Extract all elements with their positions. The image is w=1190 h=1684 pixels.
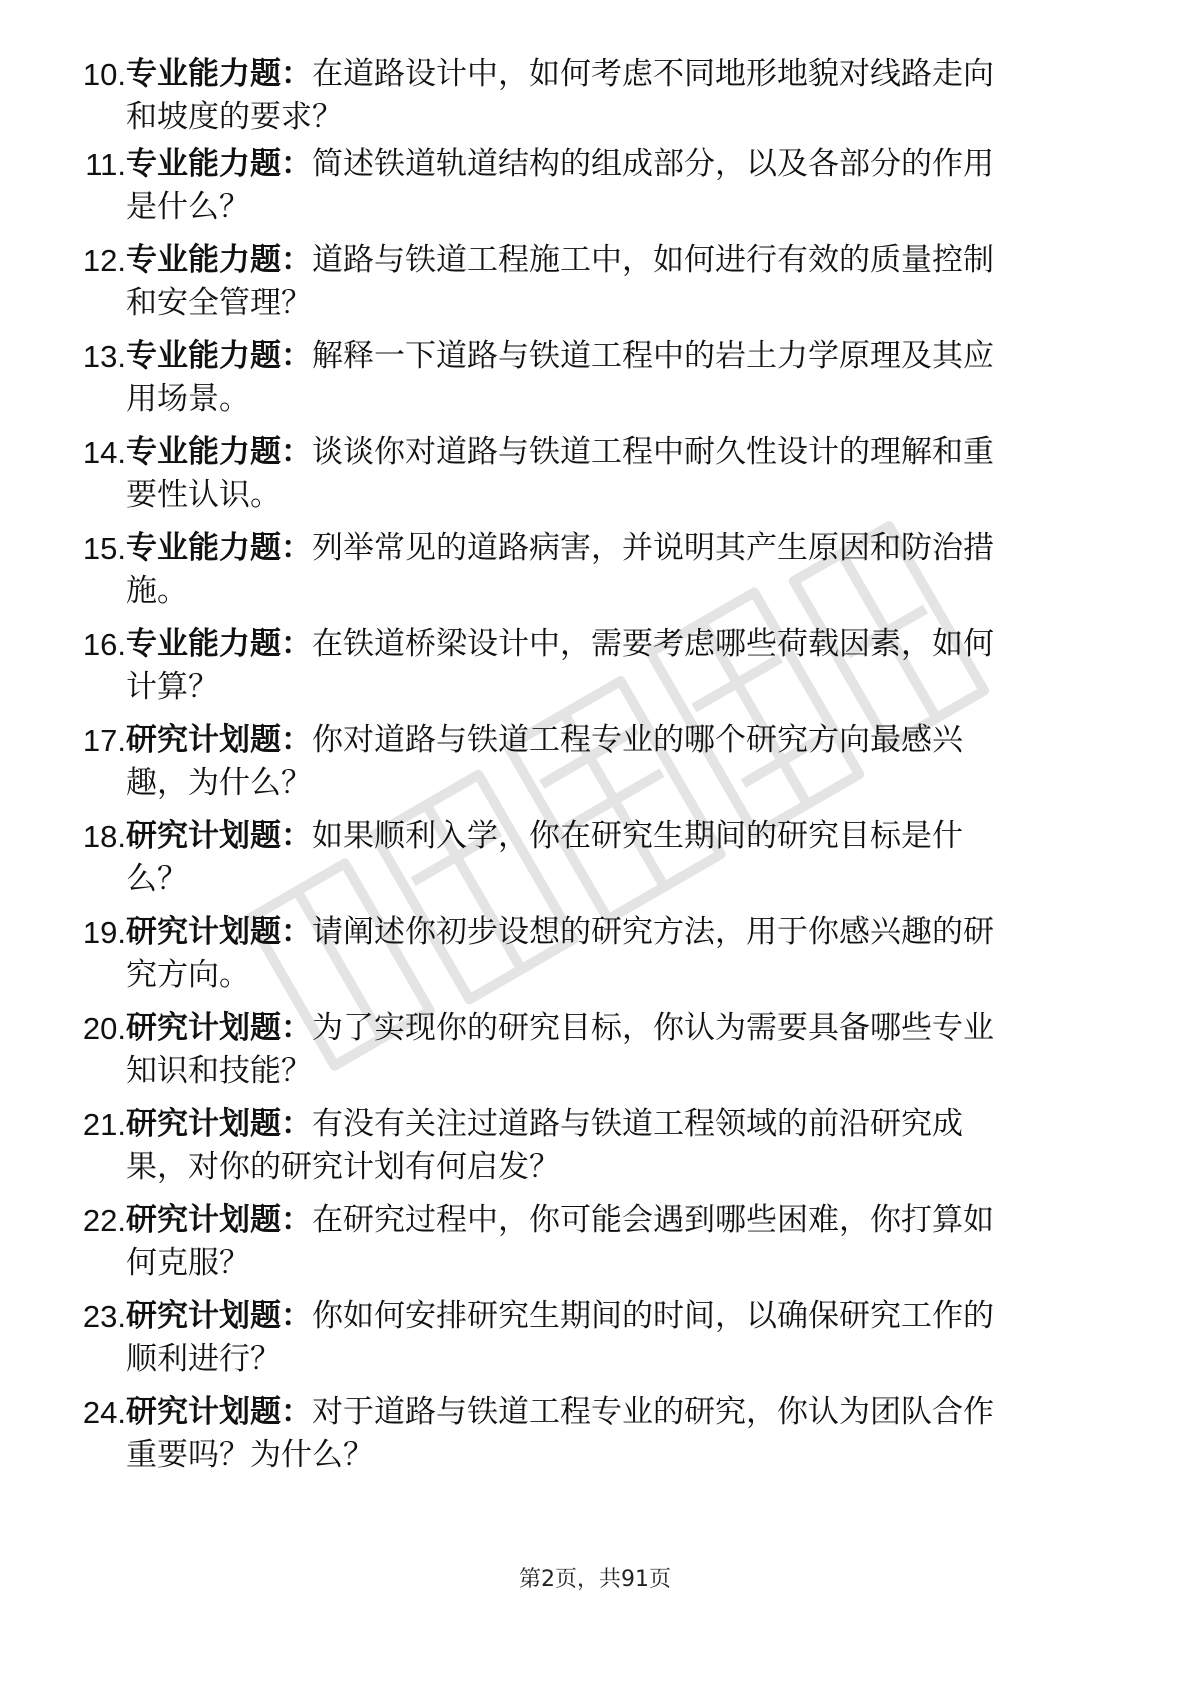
question-text xyxy=(126,1295,1106,1381)
question-text-line-1: 简述铁道轨道结构的组成部分，以及各部分的作用 xyxy=(312,146,994,182)
question-text xyxy=(126,1199,1106,1285)
question-number: 24. xyxy=(82,1395,126,1430)
question-category: 研究计划题： xyxy=(126,1394,312,1430)
question-text xyxy=(126,1103,1106,1189)
question-line-1 xyxy=(126,53,1106,96)
question-item xyxy=(56,623,1116,713)
question-line-1 xyxy=(126,1199,1106,1242)
question-text xyxy=(126,335,1106,421)
question-number: 19. xyxy=(82,915,126,950)
question-line-1 xyxy=(126,1295,1106,1338)
question-category: 研究计划题： xyxy=(126,1010,312,1046)
question-line-1 xyxy=(126,143,1106,186)
question-text xyxy=(126,1007,1106,1093)
question-category: 研究计划题： xyxy=(126,914,312,950)
question-text-line-1: 你对道路与铁道工程专业的哪个研究方向最感兴 xyxy=(312,722,963,758)
page-footer xyxy=(0,1565,1190,1595)
question-item xyxy=(56,335,1116,425)
question-item xyxy=(56,1103,1116,1193)
question-number: 20. xyxy=(82,1011,126,1046)
question-line-1 xyxy=(126,1391,1106,1434)
question-text xyxy=(126,623,1106,709)
question-line-1 xyxy=(126,431,1106,474)
question-text-line-2: 用场景。 xyxy=(126,381,250,417)
question-text-line-2: 趣，为什么？ xyxy=(126,765,312,801)
question-text-line-1: 如果顺利入学，你在研究生期间的研究目标是什 xyxy=(312,818,963,854)
question-category: 专业能力题： xyxy=(126,242,312,278)
question-number: 11. xyxy=(85,147,126,182)
question-text-line-1: 解释一下道路与铁道工程中的岩土力学原理及其应 xyxy=(312,338,994,374)
question-text-line-2: 是什么？ xyxy=(126,189,250,225)
question-category: 专业能力题： xyxy=(126,626,312,662)
question-item xyxy=(56,1295,1116,1385)
page-number-label: 第2页，共91页 xyxy=(519,1567,671,1592)
question-text-line-1: 有没有关注过道路与铁道工程领域的前沿研究成 xyxy=(312,1106,963,1142)
question-line-1 xyxy=(126,527,1106,570)
question-text-line-1: 为了实现你的研究目标，你认为需要具备哪些专业 xyxy=(312,1010,994,1046)
question-text-line-2: 顺利进行？ xyxy=(126,1341,281,1377)
question-text-line-2: 知识和技能？ xyxy=(126,1053,312,1089)
question-category: 研究计划题： xyxy=(126,1298,312,1334)
question-text-line-2: 要性认识。 xyxy=(126,477,281,513)
question-line-1 xyxy=(126,623,1106,666)
question-text-line-1: 列举常见的道路病害，并说明其产生原因和防治措 xyxy=(312,530,994,566)
question-text xyxy=(126,239,1106,325)
question-text xyxy=(126,527,1106,613)
question-text-line-1: 对于道路与铁道工程专业的研究，你认为团队合作 xyxy=(312,1394,994,1430)
question-text xyxy=(126,431,1106,517)
question-item xyxy=(56,527,1116,617)
question-number: 21. xyxy=(82,1107,126,1142)
question-category: 专业能力题： xyxy=(126,434,312,470)
question-text xyxy=(126,1391,1106,1477)
question-text-line-2: 么？ xyxy=(126,861,188,897)
question-line-1 xyxy=(126,335,1106,378)
question-text-line-2: 何克服？ xyxy=(126,1245,250,1281)
question-item xyxy=(56,1199,1116,1289)
question-number: 18. xyxy=(82,819,126,854)
question-text-line-1: 道路与铁道工程施工中，如何进行有效的质量控制 xyxy=(312,242,994,278)
question-category: 专业能力题： xyxy=(126,146,312,182)
question-item xyxy=(56,815,1116,905)
question-item xyxy=(56,239,1116,329)
question-text xyxy=(126,815,1106,901)
question-text-line-2: 重要吗？为什么？ xyxy=(126,1437,374,1473)
question-line-1 xyxy=(126,1007,1106,1050)
question-number: 12. xyxy=(82,243,126,278)
question-number: 13. xyxy=(82,339,126,374)
question-number: 22. xyxy=(82,1203,126,1238)
question-number: 16. xyxy=(82,627,126,662)
question-line-1 xyxy=(126,239,1106,282)
question-item xyxy=(56,1391,1116,1481)
question-item xyxy=(56,719,1116,809)
question-number: 17. xyxy=(82,723,126,758)
question-line-1 xyxy=(126,1103,1106,1146)
question-text-line-1: 在道路设计中，如何考虑不同地形地貌对线路走向 xyxy=(312,56,994,92)
question-text-line-2: 和安全管理？ xyxy=(126,285,312,321)
question-text-line-1: 在研究过程中，你可能会遇到哪些困难，你打算如 xyxy=(312,1202,994,1238)
question-category: 专业能力题： xyxy=(126,338,312,374)
question-line-1 xyxy=(126,911,1106,954)
question-item xyxy=(56,911,1116,1001)
question-number: 14. xyxy=(82,435,126,470)
question-category: 研究计划题： xyxy=(126,818,312,854)
question-text xyxy=(126,53,1106,139)
question-number: 15. xyxy=(82,531,126,566)
question-line-1 xyxy=(126,719,1106,762)
question-text-line-2: 果，对你的研究计划有何启发？ xyxy=(126,1149,560,1185)
question-text-line-2: 究方向。 xyxy=(126,957,250,993)
question-item xyxy=(56,53,1116,143)
question-text xyxy=(126,719,1106,805)
question-text xyxy=(126,911,1106,997)
question-category: 专业能力题： xyxy=(126,530,312,566)
question-text-line-2: 和坡度的要求？ xyxy=(126,99,343,135)
question-text-line-1: 请阐述你初步设想的研究方法，用于你感兴趣的研 xyxy=(312,914,994,950)
question-text-line-1: 你如何安排研究生期间的时间，以确保研究工作的 xyxy=(312,1298,994,1334)
question-category: 研究计划题： xyxy=(126,1106,312,1142)
question-item xyxy=(56,143,1116,233)
question-item xyxy=(56,431,1116,521)
question-number: 10. xyxy=(82,57,126,92)
question-category: 研究计划题： xyxy=(126,722,312,758)
question-category: 研究计划题： xyxy=(126,1202,312,1238)
question-line-1 xyxy=(126,815,1106,858)
question-text-line-1: 在铁道桥梁设计中，需要考虑哪些荷载因素，如何 xyxy=(312,626,994,662)
question-number: 23. xyxy=(82,1299,126,1334)
question-text-line-2: 施。 xyxy=(126,573,188,609)
question-item xyxy=(56,1007,1116,1097)
question-text-line-1: 谈谈你对道路与铁道工程中耐久性设计的理解和重 xyxy=(312,434,994,470)
question-category: 专业能力题： xyxy=(126,56,312,92)
question-text-line-2: 计算？ xyxy=(126,669,219,705)
question-text xyxy=(126,143,1106,229)
